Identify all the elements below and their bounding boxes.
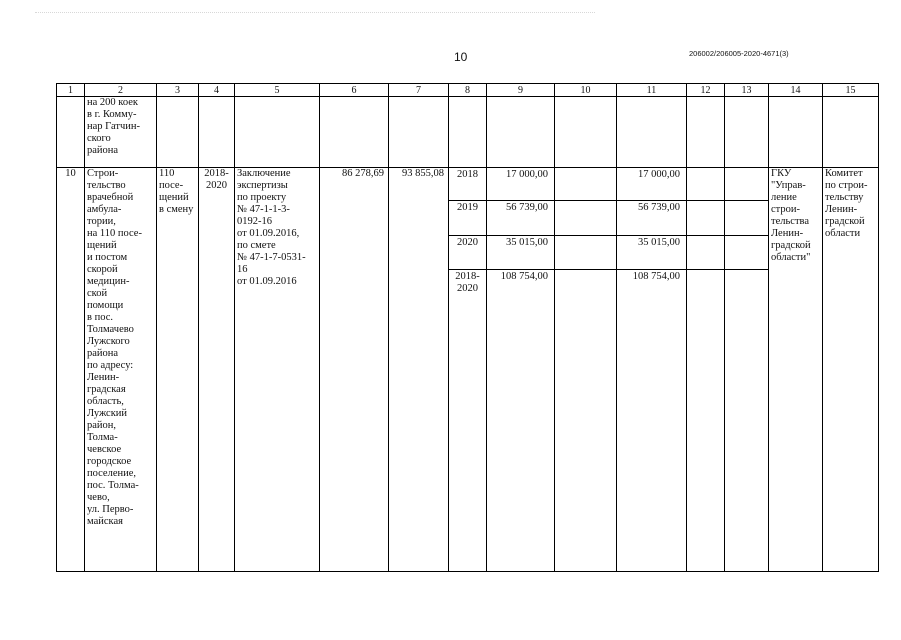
col9-cell (487, 168, 555, 572)
column-number-row (57, 84, 879, 97)
col11-total: 108 754,00 (632, 271, 680, 282)
col-header-9: 9 (487, 84, 555, 97)
year-2019: 2019 (449, 201, 486, 236)
year-total: 2018- 2020 (455, 271, 480, 294)
col-header-13: 13 (725, 84, 769, 97)
col9-total: 108 754,00 (500, 271, 548, 282)
object-name: Строи- тельство врачебной амбула- тории, на 110 посе- щений и постом скорой медицин- ской помощи в пос. Толмачево Лужского района по адресу: Ленин- градская область, Лужский район, Толма- чевское городское поселение, пос. Толма- чево, ул. Перво- майская (85, 168, 157, 572)
expertise-conclusion: Заключение экспертизы по проекту № 47-1-1-3- 0192-16 от 01.09.2016, по смете № 47-1-7-0531- 16 от 01.09.2016 (235, 168, 320, 572)
col9-value: 17 000,00 (487, 168, 554, 201)
col12-cell (687, 168, 725, 572)
investment-table (56, 83, 878, 572)
customer: ГКУ "Управ- ление строи- тельства Ленин- градской области" (769, 168, 823, 572)
capacity: 110 посе- щений в смену (157, 168, 199, 572)
responsible-authority: Комитет по строи- тельству Ленин- градской области (823, 168, 879, 572)
col-header-4: 4 (199, 84, 235, 97)
col-header-3: 3 (157, 84, 199, 97)
construction-period: 2018- 2020 (199, 168, 235, 572)
col11-value: 17 000,00 (617, 168, 686, 201)
col11-value: 56 739,00 (617, 201, 686, 236)
page-number: 10 (454, 50, 468, 64)
row-number: 10 (57, 168, 85, 572)
table-row (57, 168, 879, 572)
col-header-14: 14 (769, 84, 823, 97)
col9-value: 56 739,00 (487, 201, 554, 236)
col10-cell (555, 168, 617, 572)
col13-cell (725, 168, 769, 572)
col-header-1: 1 (57, 84, 85, 97)
year-2018: 2018 (449, 168, 486, 201)
continuation-row (57, 97, 879, 168)
col-header-2: 2 (85, 84, 157, 97)
col11-cell (617, 168, 687, 572)
col-header-5: 5 (235, 84, 320, 97)
year-2020: 2020 (449, 236, 486, 270)
col-header-15: 15 (823, 84, 879, 97)
col-header-8: 8 (449, 84, 487, 97)
estimated-cost-current: 93 855,08 (389, 168, 449, 572)
estimated-cost: 86 278,69 (320, 168, 389, 572)
col-header-12: 12 (687, 84, 725, 97)
col-header-7: 7 (389, 84, 449, 97)
continuation-name: на 200 коек в г. Комму- нар Гатчин- ского района (85, 97, 157, 168)
years-cell (449, 168, 487, 572)
col-header-11: 11 (617, 84, 687, 97)
col11-value: 35 015,00 (617, 236, 686, 270)
col9-value: 35 015,00 (487, 236, 554, 270)
scan-noise-line (35, 12, 595, 14)
document-id: 206002/206005-2020-4671(3) (689, 49, 789, 58)
col-header-6: 6 (320, 84, 389, 97)
col-header-10: 10 (555, 84, 617, 97)
